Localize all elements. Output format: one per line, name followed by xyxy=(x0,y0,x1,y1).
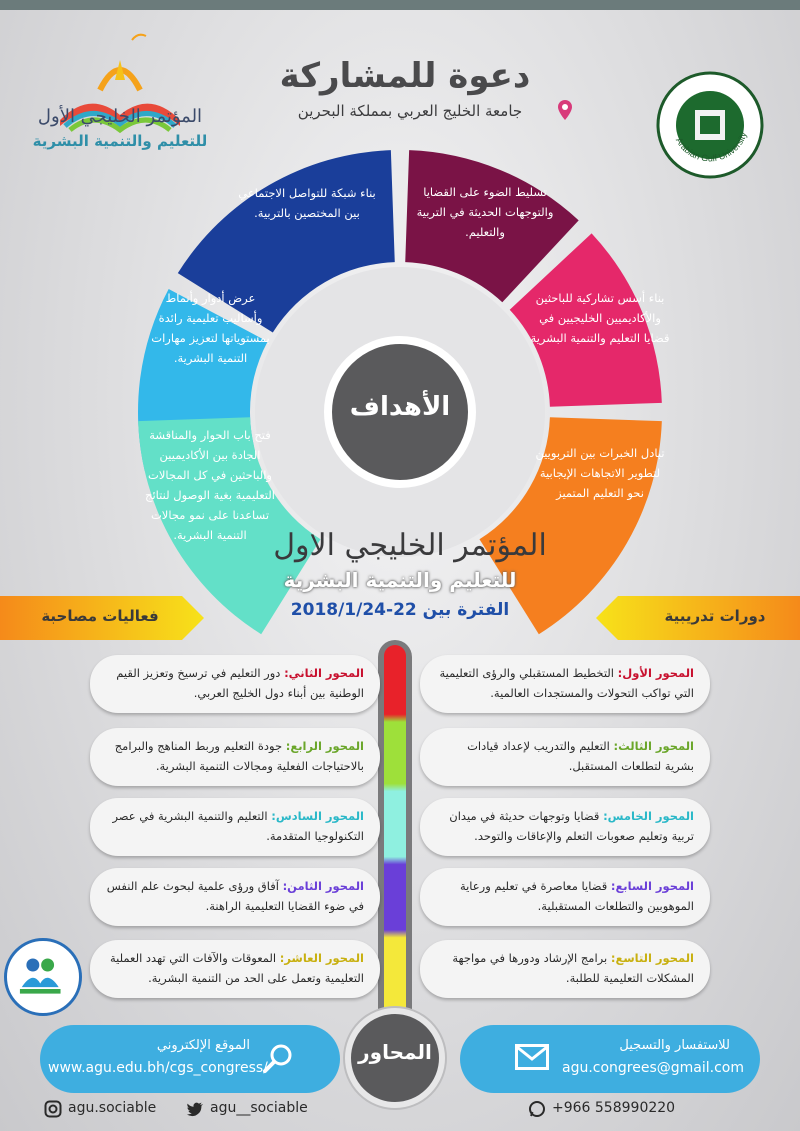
axis-card-left-3 xyxy=(90,798,380,856)
objective-1-text: تسليط الضوء على القضايا والتوجهات الحديثة في التربية والتعليم. xyxy=(416,185,554,239)
axes-label: المحاور xyxy=(358,1040,432,1064)
conference-logo-title: المؤتمر الخليجي الأول xyxy=(37,106,203,127)
axis-card-right-4 xyxy=(420,868,710,926)
twitter-handle[interactable]: agu__sociable xyxy=(210,1100,308,1116)
axis-card-left-4 xyxy=(90,868,380,926)
axis-title: المحور العاشر: xyxy=(279,951,364,965)
axis-card-left-5 xyxy=(90,940,380,998)
objective-2-text: بناء أسس تشاركية للباحثين والأكاديميين الخليجيين في قضايا التعليم والتنمية البشرية xyxy=(530,291,670,345)
axis-title: المحور التاسع: xyxy=(610,951,694,965)
instagram-handle[interactable]: agu.sociable xyxy=(68,1100,157,1116)
axis-text: قضايا معاصرة في تعليم ورعاية الموهوبين والتطلعات المستقبلية. xyxy=(459,879,694,913)
events-ribbon-label: فعاليات مصاحبة xyxy=(41,607,159,625)
objective-6-text: بناء شبكة للتواصل الاجتماعي بين المختصين بالتربية. xyxy=(238,186,376,220)
website-link[interactable]: www.agu.edu.bh/cgs_congress/ xyxy=(48,1060,268,1076)
axis-text: المعوقات والآفات التي تهدد العملية التعليمية وتعمل على الحد من التنمية البشرية. xyxy=(109,951,364,985)
axis-title: المحور الثالث: xyxy=(613,739,694,753)
axis-text: التعليم والتدريب لإعداد قيادات بشرية لتطلعات المستقبل. xyxy=(467,739,694,773)
axes-thermometer xyxy=(378,640,412,1035)
axis-text: برامج الإرشاد ودورها في مواجهة المشكلات التعليمية للطلبة. xyxy=(452,951,694,985)
page-title: دعوة للمشاركة xyxy=(279,56,531,96)
axis-card-right-5 xyxy=(420,940,710,998)
axis-text: التخطيط المستقبلي والرؤى التعليمية التي تواكب التحولات والمستجدات العالمية. xyxy=(439,666,694,700)
partner-badge-icon xyxy=(4,938,82,1016)
axis-card-right-3 xyxy=(420,798,710,856)
contact-bar xyxy=(460,1025,760,1093)
conference-subtitle: للتعليم والتنمية البشرية xyxy=(283,568,517,592)
training-ribbon-label: دورات تدريبية xyxy=(664,607,766,625)
objectives-center-label: الأهداف xyxy=(349,392,451,422)
objective-5-text: عرض أدوار وأنماط وأساليب تعليمية رائدة بمستوياتها لتعزيز مهارات التنمية البشرية. xyxy=(151,291,270,365)
conference-logo-subtitle: للتعليم والتنمية البشرية xyxy=(32,132,208,150)
axis-text: التعليم والتنمية البشرية في عصر التكنولوجيا المتقدمة. xyxy=(112,809,364,843)
location-text: جامعة الخليج العربي بمملكة البحرين xyxy=(297,102,523,120)
axis-title: المحور الرابع: xyxy=(285,739,364,753)
conference-period: الفترة بين 22-2018/1/24 xyxy=(290,600,510,620)
axis-title: المحور الثامن: xyxy=(282,879,364,893)
axis-title: المحور السابع: xyxy=(610,879,694,893)
axis-title: المحور الأول: xyxy=(617,666,694,680)
university-logo-text: Arabian Gulf University xyxy=(673,130,749,164)
axis-title: المحور السادس: xyxy=(271,809,364,823)
axis-text: آفاق ورؤى علمية لبحوث علم النفس في ضوء القضايا التعليمية الراهنة. xyxy=(106,879,364,913)
contact-label: للاستفسار والتسجيل xyxy=(619,1038,730,1053)
email-link[interactable]: agu.congrees@gmail.com xyxy=(562,1060,745,1076)
twitter-icon xyxy=(186,1100,204,1118)
axis-title: المحور الخامس: xyxy=(603,809,694,823)
axis-text: جودة التعليم وربط المناهج والبرامج بالاحتياجات الفعلية ومجالات التنمية البشرية. xyxy=(114,739,364,773)
conference-title: المؤتمر الخليجي الاول xyxy=(273,528,547,563)
whatsapp-number[interactable]: +966 558990220 xyxy=(552,1100,676,1116)
objective-3-text: تبادل الخبرات بين التربويين لتطوير الاتجاهات الإيجابية نحو التعليم المتميز xyxy=(535,446,665,500)
website-label: الموقع الإلكتروني xyxy=(156,1038,250,1053)
axis-card-right-2 xyxy=(420,728,710,786)
axis-text: قضايا وتوجهات حديثة في ميدان تربية وتعليم صعوبات التعلم والإعاقات والتوحد. xyxy=(449,809,694,843)
whatsapp-icon xyxy=(528,1100,546,1118)
axis-title: المحور الثاني: xyxy=(284,666,364,680)
objective-4-text: فتح باب الحوار والمناقشة الجادة بين الأكاديميين والباحثين في كل المجالات التعليمية بغية الوصول لنتائج تساعدنا على نمو مجالات التنمية البشرية. xyxy=(145,428,275,542)
instagram-icon xyxy=(44,1100,62,1118)
mail-icon xyxy=(515,1044,549,1070)
axis-card-left-1 xyxy=(90,655,380,713)
axis-card-right-1 xyxy=(420,655,710,713)
axis-text: دور التعليم في ترسيخ وتعزيز القيم الوطنية بين أبناء دول الخليج العربي. xyxy=(116,666,364,700)
axis-card-left-2 xyxy=(90,728,380,786)
